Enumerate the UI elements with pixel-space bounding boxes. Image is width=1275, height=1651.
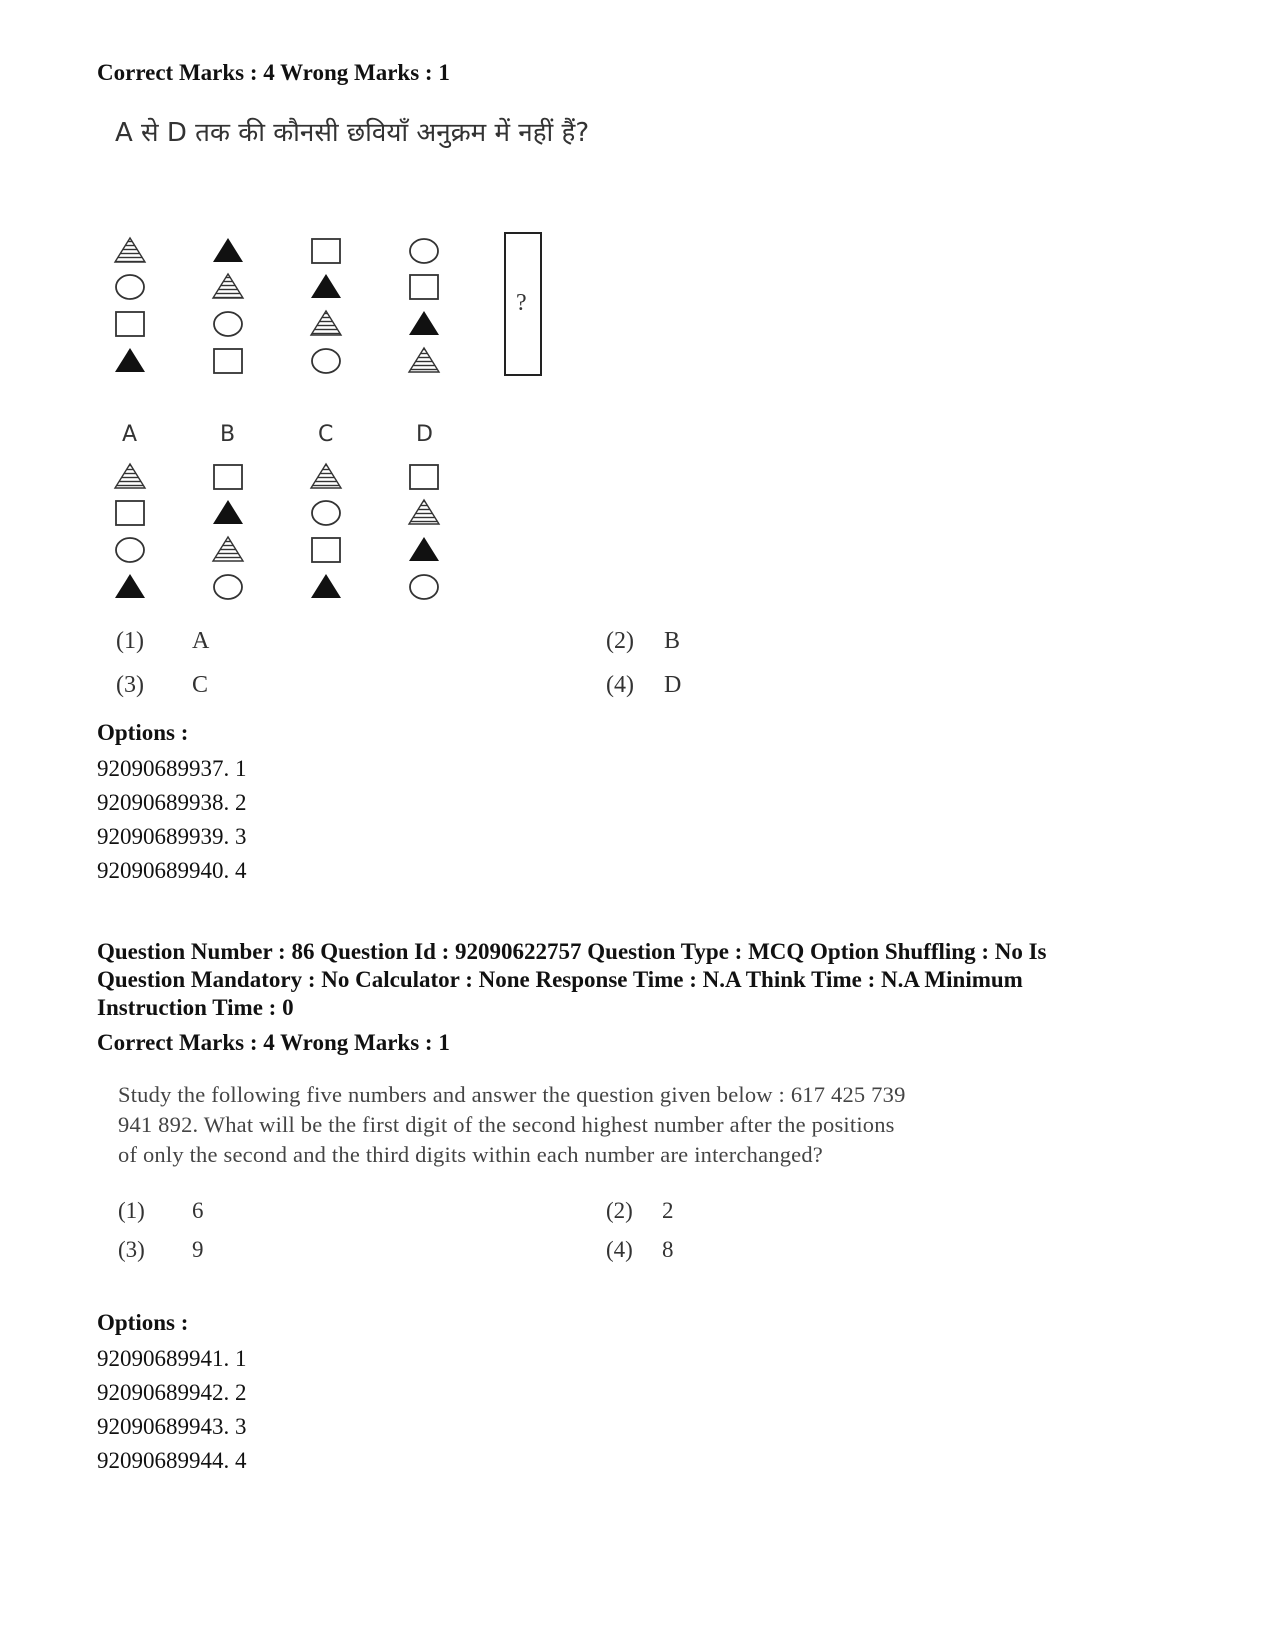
q2-question-line-3: of only the second and the third digits within each number are interchanged? xyxy=(118,1142,823,1167)
q2-choice-4-val: 8 xyxy=(662,1237,674,1262)
answer-letter-b: B xyxy=(220,422,236,447)
answer-hatched-triangle-icon xyxy=(409,500,439,524)
sequence-square-icon xyxy=(312,239,340,263)
q2-choice-4-num: (4) xyxy=(606,1237,633,1262)
answer-black-triangle-icon xyxy=(409,537,439,561)
q2-option-3: 92090689943. 3 xyxy=(97,1414,247,1439)
q2-meta-line-3: Instruction Time : 0 xyxy=(97,995,294,1020)
answer-circle-icon xyxy=(410,575,438,599)
answer-hatched-triangle-icon xyxy=(213,537,243,561)
answer-black-triangle-icon xyxy=(311,574,341,598)
q2-option-4: 92090689944. 4 xyxy=(97,1448,247,1473)
q1-option-1: 92090689937. 1 xyxy=(97,756,247,781)
q1-option-3: 92090689939. 3 xyxy=(97,824,247,849)
q1-options-label: Options : xyxy=(97,720,189,745)
sequence-square-icon xyxy=(214,349,242,373)
sequence-hatched-triangle-icon xyxy=(311,311,341,335)
sequence-circle-icon xyxy=(410,239,438,263)
figure-svg xyxy=(0,0,1275,620)
q1-choice-1-num: (1) xyxy=(116,628,144,654)
sequence-circle-icon xyxy=(214,312,242,336)
q1-option-4: 92090689940. 4 xyxy=(97,858,247,883)
q1-choice-3-num: (3) xyxy=(116,672,144,698)
q1-option-2: 92090689938. 2 xyxy=(97,790,247,815)
answer-black-triangle-icon xyxy=(213,500,243,524)
answer-square-icon xyxy=(312,538,340,562)
answer-hatched-triangle-icon xyxy=(311,464,341,488)
q1-choice-4-val: D xyxy=(664,672,682,698)
answer-circle-icon xyxy=(312,501,340,525)
answer-circle-icon xyxy=(116,538,144,562)
q2-choice-3-val: 9 xyxy=(192,1237,204,1262)
q2-marks: Correct Marks : 4 Wrong Marks : 1 xyxy=(97,1030,450,1055)
sequence-circle-icon xyxy=(312,349,340,373)
q2-option-2: 92090689942. 2 xyxy=(97,1380,247,1405)
answer-hatched-triangle-icon xyxy=(115,464,145,488)
sequence-black-triangle-icon xyxy=(311,274,341,298)
q2-choice-3-num: (3) xyxy=(118,1237,145,1262)
q2-meta-line-1: Question Number : 86 Question Id : 92090622757 Question Type : MCQ Option Shuffling : No Is xyxy=(97,939,1047,964)
sequence-square-icon xyxy=(410,275,438,299)
q2-choice-1-val: 6 xyxy=(192,1198,204,1223)
q2-choice-2-num: (2) xyxy=(606,1198,633,1223)
answer-letter-d: D xyxy=(416,422,433,447)
answer-letter-a: A xyxy=(122,422,138,447)
sequence-hatched-triangle-icon xyxy=(409,348,439,372)
q1-marks: Correct Marks : 4 Wrong Marks : 1 xyxy=(97,60,450,85)
answer-square-icon xyxy=(214,465,242,489)
q1-choice-1-val: A xyxy=(192,628,210,654)
answer-letter-c: C xyxy=(318,422,334,447)
q2-choice-1-num: (1) xyxy=(118,1198,145,1223)
q1-choice-4-num: (4) xyxy=(606,672,634,698)
sequence-black-triangle-icon xyxy=(409,311,439,335)
sequence-hatched-triangle-icon xyxy=(213,274,243,298)
q2-question-text xyxy=(118,1080,1118,1170)
sequence-hatched-triangle-icon xyxy=(115,238,145,262)
q2-question-line-1: Study the following five numbers and answer the question given below : 617 425 739 xyxy=(118,1082,906,1107)
answer-square-icon xyxy=(116,501,144,525)
answer-square-icon xyxy=(410,465,438,489)
q1-figure xyxy=(0,0,1275,620)
q2-choice-2-val: 2 xyxy=(662,1198,674,1223)
q1-choice-3-val: C xyxy=(192,672,209,698)
sequence-circle-icon xyxy=(116,275,144,299)
q1-question-text: A से D तक की कौनसी छवियाँ अनुक्रम में नहीं हैं? xyxy=(115,118,590,148)
answer-circle-icon xyxy=(214,575,242,599)
q2-option-1: 92090689941. 1 xyxy=(97,1346,247,1371)
sequence-black-triangle-icon xyxy=(115,348,145,372)
q2-question-line-2: 941 892. What will be the first digit of the second highest number after the positions xyxy=(118,1112,895,1137)
q2-meta-line-2: Question Mandatory : No Calculator : None Response Time : N.A Think Time : N.A Minimum xyxy=(97,967,1023,992)
q2-options-label: Options : xyxy=(97,1310,189,1335)
sequence-black-triangle-icon xyxy=(213,238,243,262)
q1-choice-2-num: (2) xyxy=(606,628,634,654)
q1-choice-2-val: B xyxy=(664,628,681,654)
answer-black-triangle-icon xyxy=(115,574,145,598)
sequence-square-icon xyxy=(116,312,144,336)
question-mark: ? xyxy=(516,290,527,316)
